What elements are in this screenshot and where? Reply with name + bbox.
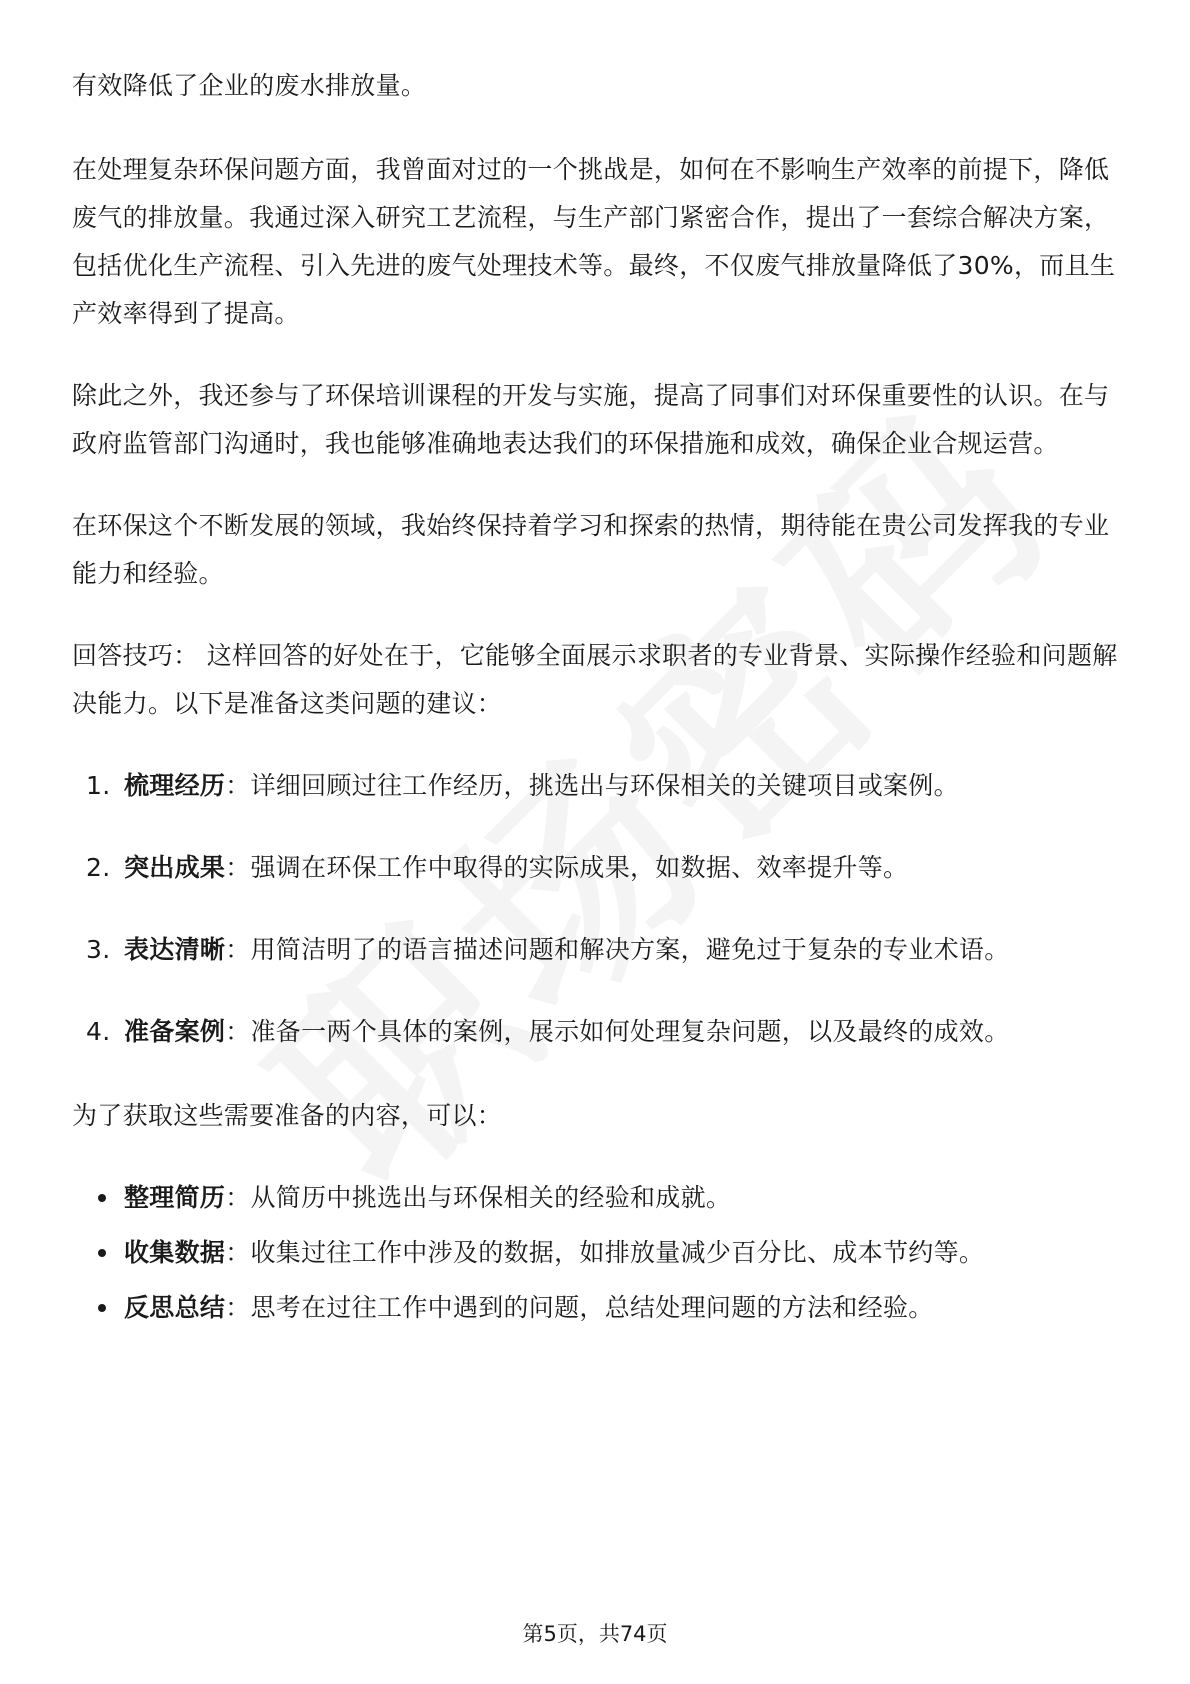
list-item [72, 926, 1118, 974]
list-term: 梳理经历 [124, 771, 226, 800]
answer-tips-intro: 回答技巧： 这样回答的好处在于，它能够全面展示求职者的专业背景、实际操作经验和问题解决能力。以下是准备这类问题的建议： [72, 641, 1118, 718]
list-number: 2. [86, 853, 111, 882]
list-text: ：准备一两个具体的案例，展示如何处理复杂问题，以及最终的成效。 [225, 1017, 1010, 1046]
list-item [72, 1284, 1118, 1332]
list-number: 3. [86, 935, 111, 964]
paragraph: 为了获取这些需要准备的内容，可以： [72, 1101, 503, 1130]
list-term: 整理简历 [124, 1183, 226, 1212]
paragraph: 除此之外，我还参与了环保培训课程的开发与实施，提高了同事们对环保重要性的认识。在与政府监管部门沟通时，我也能够准确地表达我们的环保措施和成效，确保企业合规运营。 [72, 381, 1110, 458]
document-body [72, 62, 1118, 1339]
list-term: 反思总结 [124, 1293, 226, 1322]
list-item [72, 762, 1118, 810]
list-text: ：强调在环保工作中取得的实际成果，如数据、效率提升等。 [225, 853, 909, 882]
list-term: 准备案例 [124, 1017, 226, 1046]
list-text: ：从简历中挑选出与环保相关的经验和成就。 [225, 1183, 732, 1212]
prep-list [72, 1174, 1118, 1332]
tips-list [72, 762, 1118, 1056]
list-text: ：收集过往工作中涉及的数据，如排放量减少百分比、成本节约等。 [225, 1238, 985, 1267]
bullet-icon [98, 1194, 106, 1202]
bullet-icon [98, 1249, 106, 1257]
list-term: 突出成果 [124, 853, 226, 882]
paragraph: 有效降低了企业的废水排放量。 [72, 71, 427, 100]
list-item [72, 1008, 1118, 1056]
list-item [72, 1174, 1118, 1222]
list-term: 表达清晰 [124, 935, 226, 964]
page-footer: 第5页，共74页 [522, 1622, 668, 1646]
bullet-icon [98, 1304, 106, 1312]
list-number: 4. [86, 1017, 111, 1046]
list-text: ：用简洁明了的语言描述问题和解决方案，避免过于复杂的专业术语。 [225, 935, 1010, 964]
paragraph: 在处理复杂环保问题方面，我曾面对过的一个挑战是，如何在不影响生产效率的前提下，降低废气的排放量。我通过深入研究工艺流程，与生产部门紧密合作，提出了一套综合解决方案，包括优化生产流程、引入先进的废气处理技术等。最终，不仅废气排放量降低了30%，而且生产效率得到了提高。 [72, 155, 1116, 328]
list-number: 1. [86, 771, 111, 800]
list-item [72, 1229, 1118, 1277]
list-text: ：详细回顾过往工作经历，挑选出与环保相关的关键项目或案例。 [225, 771, 959, 800]
list-term: 收集数据 [124, 1238, 226, 1267]
paragraph: 在环保这个不断发展的领域，我始终保持着学习和探索的热情，期待能在贵公司发挥我的专业能力和经验。 [72, 511, 1110, 588]
list-text: ：思考在过往工作中遇到的问题，总结处理问题的方法和经验。 [225, 1293, 934, 1322]
list-item [72, 844, 1118, 892]
